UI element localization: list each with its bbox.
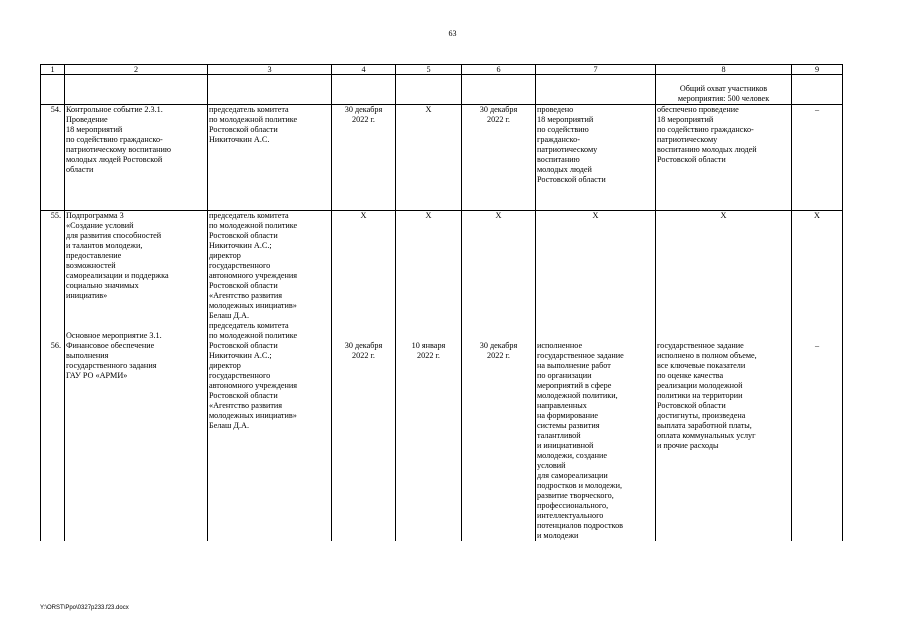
col-header: 4	[332, 65, 396, 75]
col-header: 6	[462, 65, 536, 75]
col-header: 7	[536, 65, 656, 75]
col-header: 5	[396, 65, 462, 75]
cell-end-date: 30 декабря 2022 г.	[462, 105, 536, 211]
row-number: 54.	[41, 105, 65, 211]
page-number: 63	[448, 29, 457, 38]
cell-actual-result: Х государственное задание исполнено в полном объеме, все ключевые показатели по оценке качества реализации молодежной политики на территории Ростовской области достигнуты, произведена выплата заработной платы, оплата коммунальных услуг и прочие расходы	[656, 211, 792, 542]
cell-start-date: Х	[396, 105, 462, 211]
cell-end-date: Х 30 декабря 2022 г.	[462, 211, 536, 542]
plan-table	[40, 64, 843, 541]
cell-actual-result: обеспечено проведение 18 мероприятий по содействию гражданско- патриотическому воспитанию молодых людей Ростовской области	[656, 105, 792, 211]
row-number: 55. 56.	[41, 211, 65, 542]
file-path-footer: Y:\ORST\Ppo\0327p233.f23.docx	[40, 605, 129, 611]
col-header: 1	[41, 65, 65, 75]
cell-reason: Х –	[792, 211, 843, 542]
cell-result: Х исполненное государственное задание на выполнение работ по организации мероприятий в сфере молодежной политики, направленных на формирование системы развития талантливой и инициативной молодежи, создание условий для самореализации подростков и молодежи, развитие творческого, профессионального, интеллектуального потенциалов подростков и молодежи	[536, 211, 656, 542]
cell-result-summary: Общий охват участников мероприятия: 500 человек	[656, 75, 792, 105]
cell-responsible: председатель комитета по молодежной политике Ростовской области Никиточкин А.С.; директор государственного автономного учреждения Ростовской области «Агентство развития молодежных инициатив» Белаш Д.А. председатель комитета по молодежной политике Ростовской области Никиточкин А.С.; директор государственного автономного учреждения Ростовской области «Агентство развития молодежных инициатив» Белаш Д.А.	[208, 211, 332, 542]
cell-planned-date: 30 декабря 2022 г.	[332, 105, 396, 211]
cell-result: проведено 18 мероприятий по содействию гражданско- патриотическому воспитанию молодых людей Ростовской области	[536, 105, 656, 211]
cell-responsible: председатель комитета по молодежной политике Ростовской области Никиточкин А.С.	[208, 105, 332, 211]
col-header: 2	[65, 65, 208, 75]
table-row	[41, 75, 843, 105]
col-header: 8	[656, 65, 792, 75]
cell-event: Подпрограмма 3 «Создание условий для развития способностей и талантов молодежи, предоставление возможностей самореализации и поддержка социально значимых инициатив» Основное мероприятие 3.1. Финансовое обеспечение выполнения государственного задания ГАУ РО «АРМИ»	[65, 211, 208, 542]
col-header: 9	[792, 65, 843, 75]
col-header: 3	[208, 65, 332, 75]
cell-start-date: Х 10 января 2022 г.	[396, 211, 462, 542]
cell-reason: –	[792, 105, 843, 211]
table-row	[41, 105, 843, 211]
table-row	[41, 211, 843, 542]
cell-planned-date: Х 30 декабря 2022 г.	[332, 211, 396, 542]
column-number-row	[41, 65, 843, 75]
cell-event: Контрольное событие 2.3.1. Проведение 18 мероприятий по содействию гражданско- патриотическому воспитанию молодых людей Ростовской области	[65, 105, 208, 211]
